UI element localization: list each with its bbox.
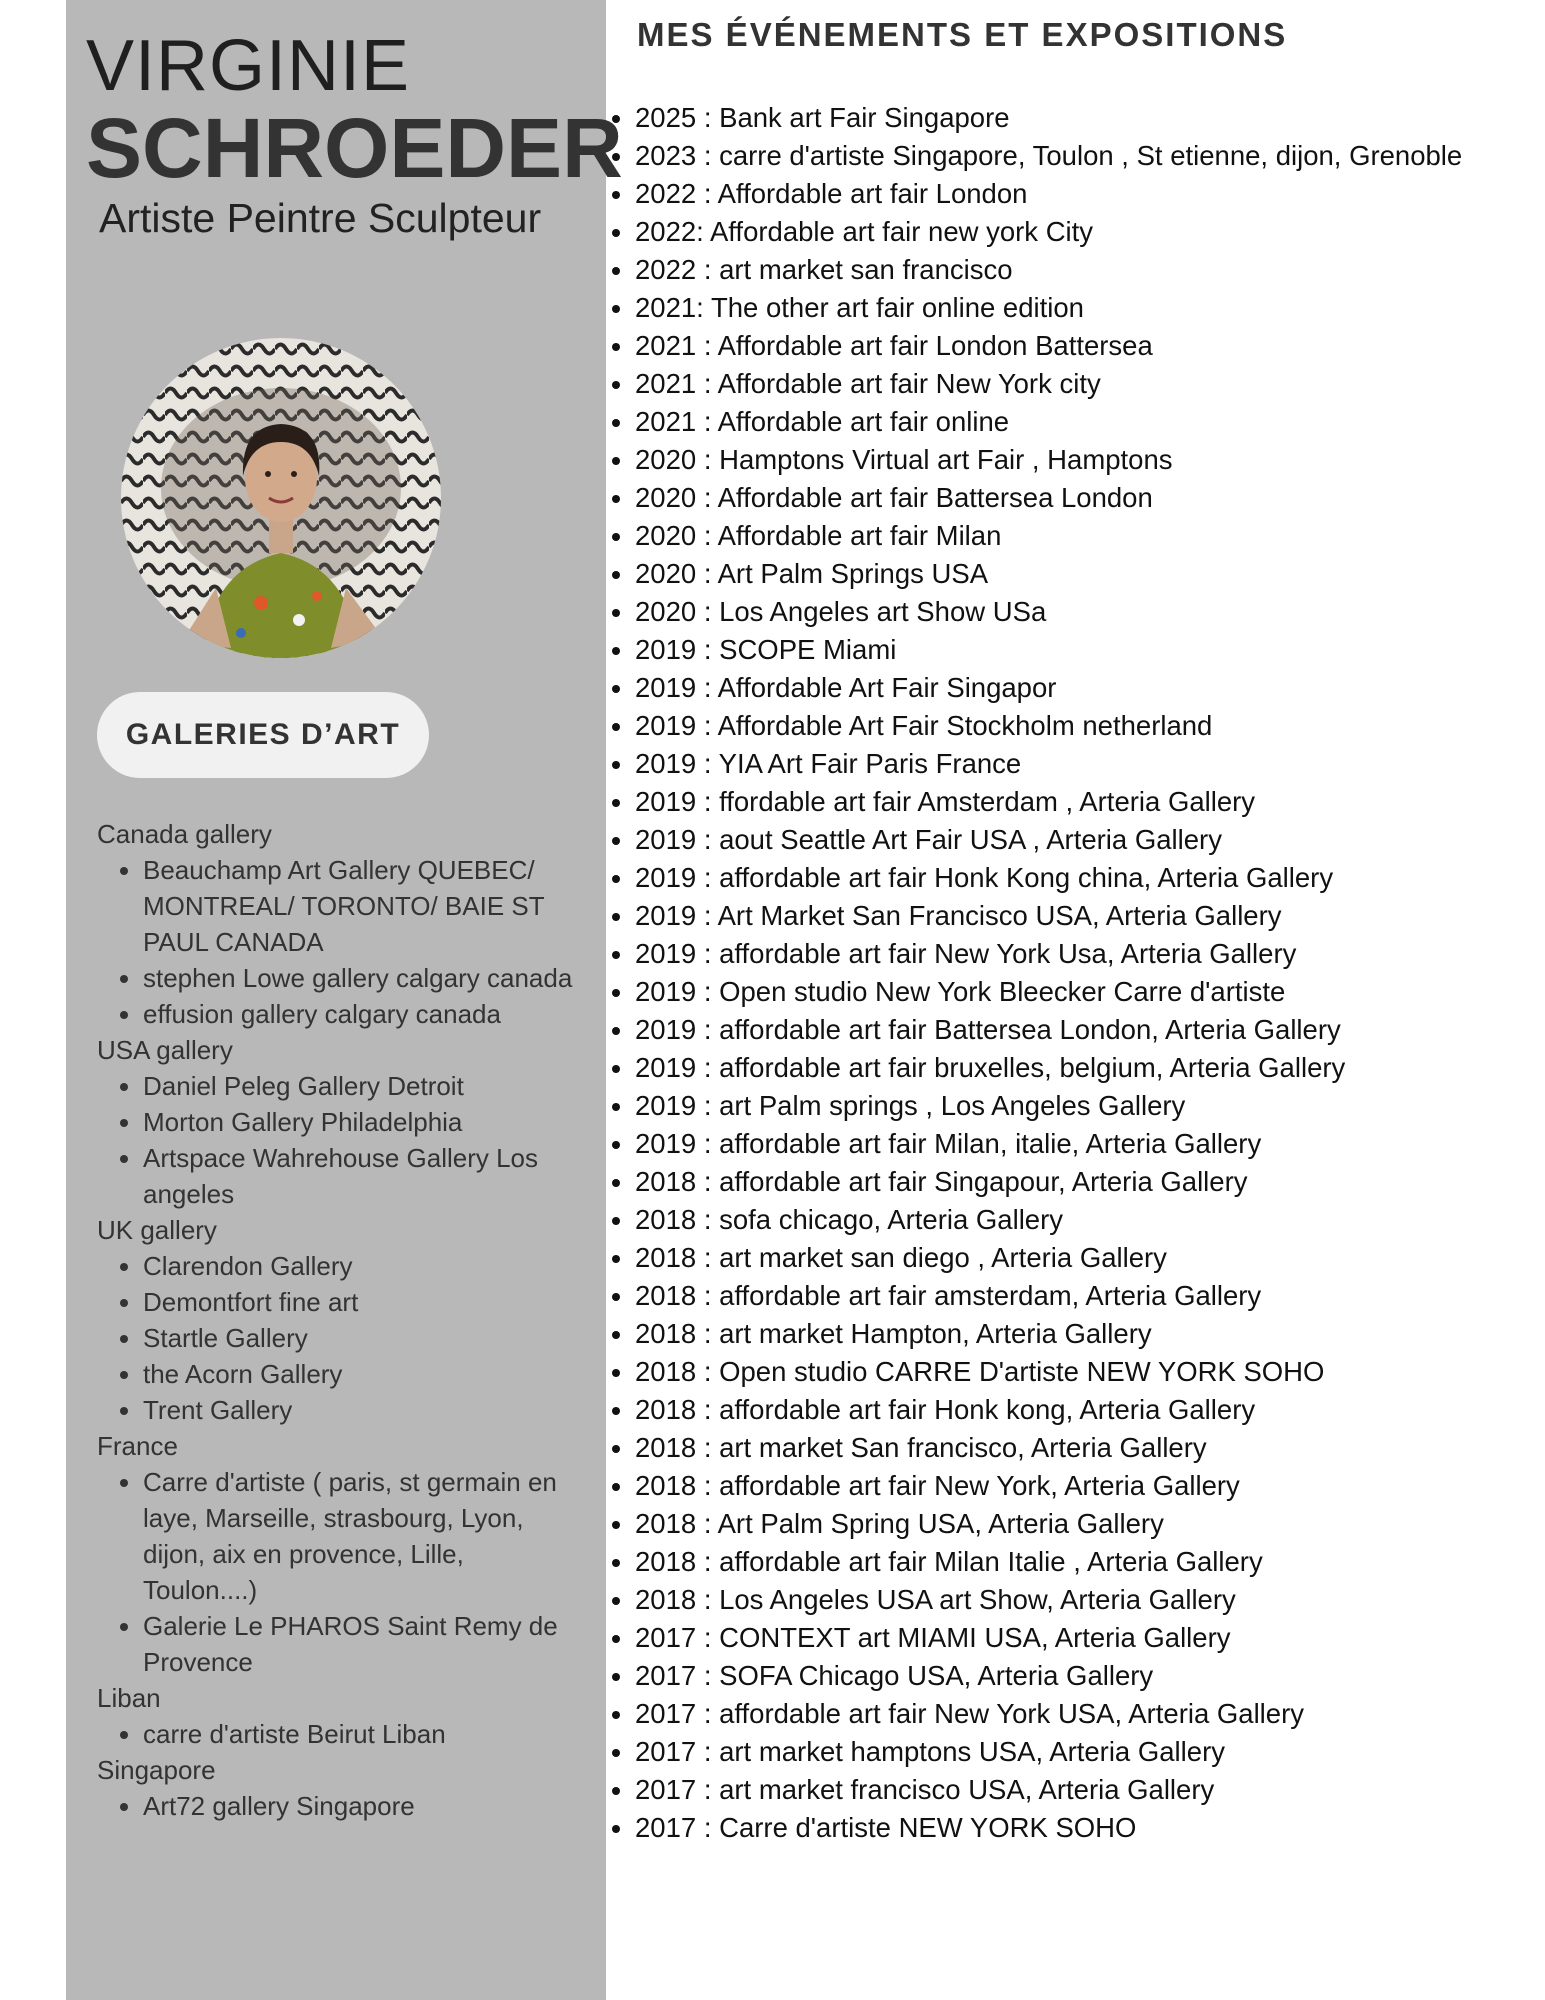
event-item: • 2021 : Affordable art fair online — [635, 403, 1545, 441]
gallery-region-name: UK gallery — [97, 1215, 217, 1245]
event-item: • 2022 : Affordable art fair London — [635, 175, 1545, 213]
event-item: • 2019 : affordable art fair Milan, italie, Arteria Gallery — [635, 1125, 1545, 1163]
event-item: • 2021 : Affordable art fair London Battersea — [635, 327, 1545, 365]
event-item: • 2019 : affordable art fair bruxelles, belgium, Arteria Gallery — [635, 1049, 1545, 1087]
event-item: • 2019 : ffordable art fair Amsterdam , Arteria Gallery — [635, 783, 1545, 821]
event-item: • 2025 : Bank art Fair Singapore — [635, 99, 1545, 137]
gallery-item: • Startle Gallery — [143, 1320, 577, 1356]
artist-portrait — [121, 338, 441, 658]
gallery-region-name: Canada gallery — [97, 819, 272, 849]
event-item: • 2019 : SCOPE Miami — [635, 631, 1545, 669]
gallery-item: • Artspace Wahrehouse Gallery Los angeles — [143, 1140, 577, 1212]
gallery-item: • stephen Lowe gallery calgary canada — [143, 960, 577, 996]
event-item: • 2018 : affordable art fair New York, Arteria Gallery — [635, 1467, 1545, 1505]
event-item: • 2017 : SOFA Chicago USA, Arteria Gallery — [635, 1657, 1545, 1695]
gallery-item: • Trent Gallery — [143, 1392, 577, 1428]
event-item: • 2021: The other art fair online edition — [635, 289, 1545, 327]
portrait-image — [121, 338, 441, 658]
gallery-item: • effusion gallery calgary canada — [143, 996, 577, 1032]
event-item: • 2019 : Open studio New York Bleecker Carre d'artiste — [635, 973, 1545, 1011]
event-item: • 2018 : Los Angeles USA art Show, Arteria Gallery — [635, 1581, 1545, 1619]
gallery-item: • Galerie Le PHAROS Saint Remy de Provence — [143, 1608, 577, 1680]
event-item: • 2020 : Art Palm Springs USA — [635, 555, 1545, 593]
event-item: • 2018 : Art Palm Spring USA, Arteria Gallery — [635, 1505, 1545, 1543]
event-item: • 2022 : art market san francisco — [635, 251, 1545, 289]
gallery-region-list — [97, 852, 577, 1032]
event-item: • 2022: Affordable art fair new york City — [635, 213, 1545, 251]
gallery-region-name: France — [97, 1431, 178, 1461]
event-item: • 2020 : Affordable art fair Battersea London — [635, 479, 1545, 517]
gallery-region-list — [97, 1068, 577, 1212]
event-item: • 2019 : affordable art fair Battersea London, Arteria Gallery — [635, 1011, 1545, 1049]
event-item: • 2017 : CONTEXT art MIAMI USA, Arteria Gallery — [635, 1619, 1545, 1657]
event-item: • 2018 : affordable art fair amsterdam, Arteria Gallery — [635, 1277, 1545, 1315]
event-item: • 2019 : Art Market San Francisco USA, Arteria Gallery — [635, 897, 1545, 935]
gallery-item: • the Acorn Gallery — [143, 1356, 577, 1392]
event-item: • 2021 : Affordable art fair New York city — [635, 365, 1545, 403]
events-heading: MES ÉVÉNEMENTS ET EXPOSITIONS — [637, 16, 1288, 53]
event-item: • 2017 : art market hamptons USA, Arteria Gallery — [635, 1733, 1545, 1771]
event-item: • 2018 : Open studio CARRE D'artiste NEW YORK SOHO — [635, 1353, 1545, 1391]
event-item: • 2017 : art market francisco USA, Arteria Gallery — [635, 1771, 1545, 1809]
event-item: • 2020 : Los Angeles art Show USa — [635, 593, 1545, 631]
event-item: • 2023 : carre d'artiste Singapore, Toulon , St etienne, dijon, Grenoble — [635, 137, 1545, 175]
event-item: • 2019 : aout Seattle Art Fair USA , Arteria Gallery — [635, 821, 1545, 859]
event-item: • 2019 : affordable art fair Honk Kong china, Arteria Gallery — [635, 859, 1545, 897]
event-item: • 2019 : Affordable Art Fair Stockholm netherland — [635, 707, 1545, 745]
event-item: • 2018 : art market san diego , Arteria Gallery — [635, 1239, 1545, 1277]
gallery-region-name: Liban — [97, 1683, 161, 1713]
event-item: • 2018 : art market Hampton, Arteria Gallery — [635, 1315, 1545, 1353]
events-list — [604, 99, 1545, 1847]
event-item: • 2017 : affordable art fair New York USA, Arteria Gallery — [635, 1695, 1545, 1733]
event-item: • 2018 : sofa chicago, Arteria Gallery — [635, 1201, 1545, 1239]
artist-subtitle: Artiste Peintre Sculpteur — [99, 195, 542, 241]
gallery-region-list — [97, 1716, 577, 1752]
event-item: • 2019 : Affordable Art Fair Singapor — [635, 669, 1545, 707]
event-item: • 2019 : affordable art fair New York Usa, Arteria Gallery — [635, 935, 1545, 973]
artist-last-name: SCHROEDER — [86, 101, 623, 195]
event-item: • 2019 : YIA Art Fair Paris France — [635, 745, 1545, 783]
gallery-item: • Clarendon Gallery — [143, 1248, 577, 1284]
event-item: • 2018 : affordable art fair Milan Italie , Arteria Gallery — [635, 1543, 1545, 1581]
gallery-item: • Carre d'artiste ( paris, st germain en laye, Marseille, strasbourg, Lyon, dijon, aix en provence, Lille, Toulon....) — [143, 1464, 577, 1608]
gallery-item: • Daniel Peleg Gallery Detroit — [143, 1068, 577, 1104]
gallery-region-name: USA gallery — [97, 1035, 233, 1065]
event-item: • 2018 : affordable art fair Singapour, Arteria Gallery — [635, 1163, 1545, 1201]
event-item: • 2019 : art Palm springs , Los Angeles Gallery — [635, 1087, 1545, 1125]
event-item: • 2020 : Hamptons Virtual art Fair , Hamptons — [635, 441, 1545, 479]
gallery-region-list — [97, 1788, 577, 1824]
gallery-item: • carre d'artiste Beirut Liban — [143, 1716, 577, 1752]
event-item: • 2017 : Carre d'artiste NEW YORK SOHO — [635, 1809, 1545, 1847]
gallery-item: • Beauchamp Art Gallery QUEBEC/ MONTREAL/ TORONTO/ BAIE ST PAUL CANADA — [143, 852, 577, 960]
event-item: • 2018 : art market San francisco, Arteria Gallery — [635, 1429, 1545, 1467]
gallery-region-list — [97, 1464, 577, 1680]
gallery-item: • Art72 gallery Singapore — [143, 1788, 577, 1824]
galleries-heading-pill: GALERIES D’ART — [97, 692, 429, 778]
gallery-region-list — [97, 1248, 577, 1428]
gallery-item: • Demontfort fine art — [143, 1284, 577, 1320]
galleries-list — [97, 816, 577, 1824]
event-item: • 2018 : affordable art fair Honk kong, Arteria Gallery — [635, 1391, 1545, 1429]
gallery-item: • Morton Gallery Philadelphia — [143, 1104, 577, 1140]
event-item: • 2020 : Affordable art fair Milan — [635, 517, 1545, 555]
gallery-region-name: Singapore — [97, 1755, 216, 1785]
artist-first-name: VIRGINIE — [86, 26, 411, 106]
